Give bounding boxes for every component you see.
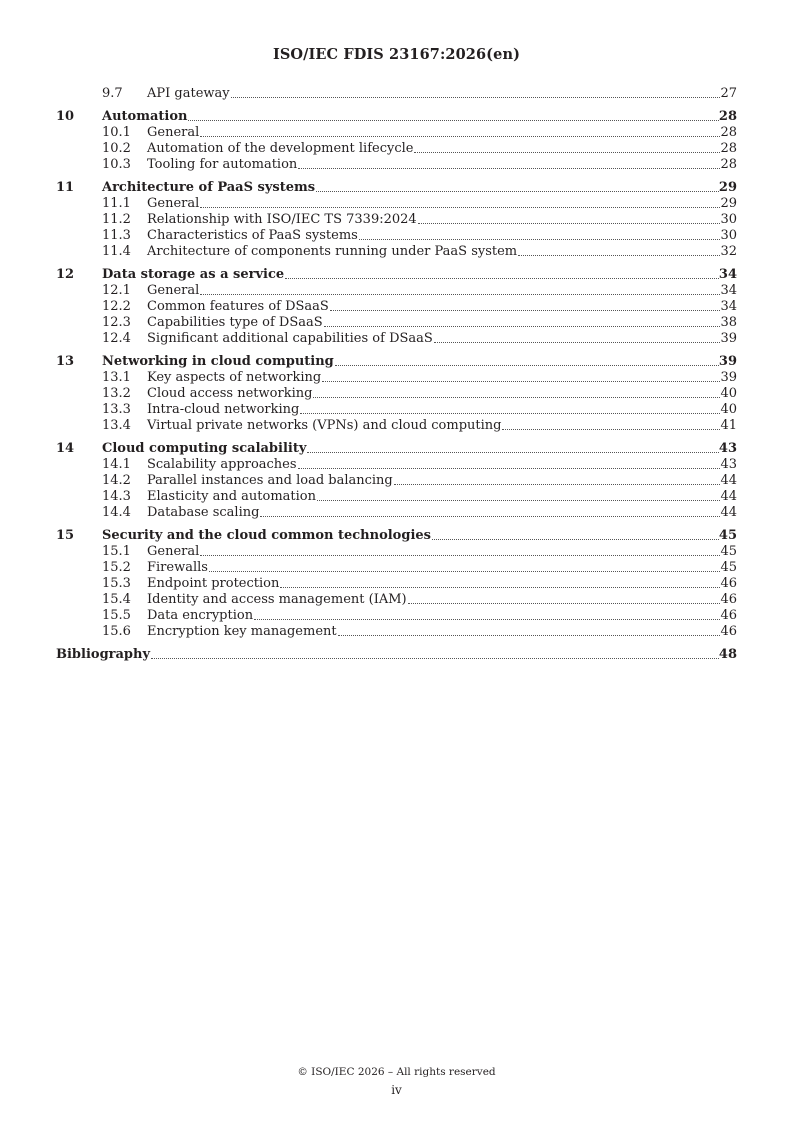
dot-leader (335, 364, 719, 366)
toc-entry-title: Cloud access networking (147, 386, 313, 401)
toc-entry-title: Cloud computing scalability (102, 441, 307, 456)
toc-entry-number: 11.3 (102, 228, 131, 243)
toc-entry[interactable] (56, 196, 737, 212)
dot-leader (322, 380, 720, 382)
toc-entry-page: 43 (718, 441, 737, 456)
toc-entry-title: Architecture of PaaS systems (102, 180, 316, 195)
toc-entry-title: General (147, 125, 200, 140)
toc-entry-page: 32 (720, 244, 737, 259)
document-header: ISO/IEC FDIS 23167:2026(en) (272, 46, 521, 63)
toc-entry-title: Database scaling (147, 505, 260, 520)
dot-leader (231, 96, 721, 98)
dot-leader (414, 151, 720, 153)
dot-leader (324, 325, 721, 327)
dot-leader (338, 634, 721, 636)
toc-entry-title: Architecture of components running under PaaS system (147, 244, 518, 259)
toc-entry-number: 15.4 (102, 592, 131, 607)
toc-entry[interactable] (56, 505, 737, 521)
toc-entry[interactable] (56, 315, 737, 331)
toc-entry-number: 14.1 (102, 457, 131, 472)
toc-entry-page: 44 (720, 489, 737, 504)
toc-entry[interactable] (56, 370, 737, 386)
toc-entry-title: Bibliography (56, 647, 151, 662)
toc-entry-page: 34 (718, 267, 737, 282)
toc-entry-page: 38 (720, 315, 737, 330)
dot-leader (285, 277, 719, 279)
toc-entry-page: 39 (718, 354, 737, 369)
toc-entry[interactable] (56, 402, 737, 418)
dot-leader (432, 538, 719, 540)
toc-entry-page: 40 (720, 386, 737, 401)
toc-entry-page: 29 (718, 180, 737, 195)
toc-entry-number: 15.2 (102, 560, 131, 575)
toc-entry[interactable] (56, 592, 737, 608)
dot-leader (188, 119, 718, 121)
dot-leader (359, 238, 721, 240)
toc-entry[interactable] (56, 441, 737, 457)
dot-leader (260, 515, 720, 517)
toc-entry-title: Scalability approaches (147, 457, 297, 472)
dot-leader (200, 554, 720, 556)
dot-leader (298, 467, 721, 469)
dot-leader (200, 293, 720, 295)
dot-leader (151, 657, 719, 659)
dot-leader (502, 428, 720, 430)
toc-entry[interactable] (56, 283, 737, 299)
toc-entry-number: 13.4 (102, 418, 131, 433)
toc-entry[interactable] (56, 244, 737, 260)
toc-entry[interactable] (56, 299, 737, 315)
table-of-contents (56, 86, 737, 663)
toc-entry-number: 15.5 (102, 608, 131, 623)
toc-entry-title: General (147, 544, 200, 559)
toc-entry-page: 45 (720, 560, 737, 575)
toc-entry-title: Automation (102, 109, 188, 124)
dot-leader (300, 412, 720, 414)
toc-entry-page: 46 (720, 576, 737, 591)
toc-entry-title: Characteristics of PaaS systems (147, 228, 358, 243)
copyright-footer: © ISO/IEC 2026 – All rights reserved (297, 1066, 496, 1078)
toc-entry[interactable] (56, 109, 737, 125)
toc-entry[interactable] (56, 489, 737, 505)
toc-entry-number: 13.3 (102, 402, 131, 417)
toc-entry-title: Endpoint protection (147, 576, 280, 591)
toc-entry[interactable] (56, 125, 737, 141)
toc-entry-title: Intra-cloud networking (147, 402, 300, 417)
toc-entry[interactable] (56, 560, 737, 576)
toc-entry-page: 46 (720, 592, 737, 607)
toc-entry-title: Encryption key management (147, 624, 337, 639)
toc-entry[interactable] (56, 157, 737, 173)
toc-entry-title: Parallel instances and load balancing (147, 473, 393, 488)
toc-entry-page: 43 (720, 457, 737, 472)
toc-entry-page: 28 (720, 125, 737, 140)
toc-entry-number: 11.1 (102, 196, 131, 211)
toc-entry[interactable] (56, 418, 737, 434)
toc-entry-title: API gateway (147, 86, 230, 101)
toc-entry-page: 28 (720, 141, 737, 156)
toc-entry-number: 14.3 (102, 489, 131, 504)
toc-entry[interactable] (56, 608, 737, 624)
toc-entry-number: 15.1 (102, 544, 131, 559)
toc-entry-page: 41 (720, 418, 737, 433)
toc-entry-page: 45 (718, 528, 737, 543)
toc-entry-title: General (147, 196, 200, 211)
dot-leader (298, 167, 720, 169)
toc-entry[interactable] (56, 86, 737, 102)
toc-entry[interactable] (56, 386, 737, 402)
toc-entry[interactable] (56, 228, 737, 244)
toc-entry-title: General (147, 283, 200, 298)
toc-entry-number: 15.3 (102, 576, 131, 591)
toc-entry-title: Security and the cloud common technologies (102, 528, 431, 543)
toc-entry-title: Elasticity and automation (147, 489, 316, 504)
toc-entry[interactable] (56, 544, 737, 560)
toc-entry-page: 48 (718, 647, 737, 662)
toc-entry-title: Significant additional capabilities of DSaaS (147, 331, 433, 346)
toc-entry-title: Virtual private networks (VPNs) and cloud computing (147, 418, 502, 433)
toc-entry-page: 46 (720, 608, 737, 623)
toc-entry-number: 9.7 (102, 86, 123, 101)
toc-entry-page: 39 (720, 331, 737, 346)
toc-entry-number: 15.6 (102, 624, 131, 639)
toc-entry-page: 29 (720, 196, 737, 211)
toc-entry-number: 12 (56, 267, 75, 282)
toc-entry-page: 28 (718, 109, 737, 124)
toc-entry[interactable] (56, 354, 737, 370)
toc-entry-number: 13.2 (102, 386, 131, 401)
dot-leader (394, 483, 721, 485)
dot-leader (408, 602, 721, 604)
page-number: iv (391, 1083, 402, 1097)
toc-entry[interactable] (56, 473, 737, 489)
toc-entry[interactable] (56, 624, 737, 640)
toc-entry-number: 12.4 (102, 331, 131, 346)
toc-entry-number: 12.2 (102, 299, 131, 314)
toc-entry-number: 10.3 (102, 157, 131, 172)
toc-entry-number: 10 (56, 109, 75, 124)
toc-entry[interactable] (56, 180, 737, 196)
dot-leader (307, 451, 719, 453)
toc-entry-number: 10.1 (102, 125, 131, 140)
toc-entry-page: 34 (720, 283, 737, 298)
toc-entry-number: 12.1 (102, 283, 131, 298)
dot-leader (434, 341, 721, 343)
toc-entry-number: 10.2 (102, 141, 131, 156)
toc-entry[interactable] (56, 141, 737, 157)
toc-entry-page: 30 (720, 228, 737, 243)
toc-entry-page: 28 (720, 157, 737, 172)
toc-entry[interactable] (56, 212, 737, 228)
toc-entry[interactable] (56, 647, 737, 663)
toc-entry[interactable] (56, 576, 737, 592)
dot-leader (313, 396, 720, 398)
toc-entry[interactable] (56, 528, 737, 544)
toc-entry-number: 14.4 (102, 505, 131, 520)
toc-entry-page: 34 (720, 299, 737, 314)
toc-entry-page: 30 (720, 212, 737, 227)
toc-entry-title: Networking in cloud computing (102, 354, 334, 369)
toc-entry-number: 15 (56, 528, 75, 543)
toc-entry-title: Firewalls (147, 560, 208, 575)
toc-entry-title: Data storage as a service (102, 267, 285, 282)
toc-entry-number: 11.2 (102, 212, 131, 227)
toc-entry[interactable] (56, 267, 737, 283)
dot-leader (200, 206, 720, 208)
dot-leader (209, 570, 721, 572)
toc-entry-number: 12.3 (102, 315, 131, 330)
toc-entry-title: Data encryption (147, 608, 254, 623)
dot-leader (317, 499, 720, 501)
toc-entry-number: 13 (56, 354, 75, 369)
toc-entry-page: 45 (720, 544, 737, 559)
dot-leader (418, 222, 721, 224)
toc-entry-number: 11 (56, 180, 75, 195)
toc-entry-title: Automation of the development lifecycle (147, 141, 414, 156)
toc-entry-title: Identity and access management (IAM) (147, 592, 407, 607)
toc-entry-page: 46 (720, 624, 737, 639)
toc-entry-number: 13.1 (102, 370, 131, 385)
toc-entry[interactable] (56, 331, 737, 347)
toc-entry[interactable] (56, 457, 737, 473)
toc-entry-number: 11.4 (102, 244, 131, 259)
toc-entry-title: Key aspects of networking (147, 370, 322, 385)
toc-entry-page: 40 (720, 402, 737, 417)
toc-entry-page: 39 (720, 370, 737, 385)
toc-entry-page: 27 (720, 86, 737, 101)
dot-leader (254, 618, 720, 620)
toc-entry-title: Tooling for automation (147, 157, 298, 172)
dot-leader (316, 190, 719, 192)
toc-entry-title: Capabilities type of DSaaS (147, 315, 323, 330)
toc-entry-number: 14.2 (102, 473, 131, 488)
toc-entry-title: Common features of DSaaS (147, 299, 329, 314)
toc-entry-title: Relationship with ISO/IEC TS 7339:2024 (147, 212, 417, 227)
dot-leader (330, 309, 721, 311)
toc-entry-page: 44 (720, 505, 737, 520)
toc-entry-number: 14 (56, 441, 75, 456)
dot-leader (200, 135, 720, 137)
dot-leader (280, 586, 720, 588)
dot-leader (518, 254, 720, 256)
toc-entry-page: 44 (720, 473, 737, 488)
